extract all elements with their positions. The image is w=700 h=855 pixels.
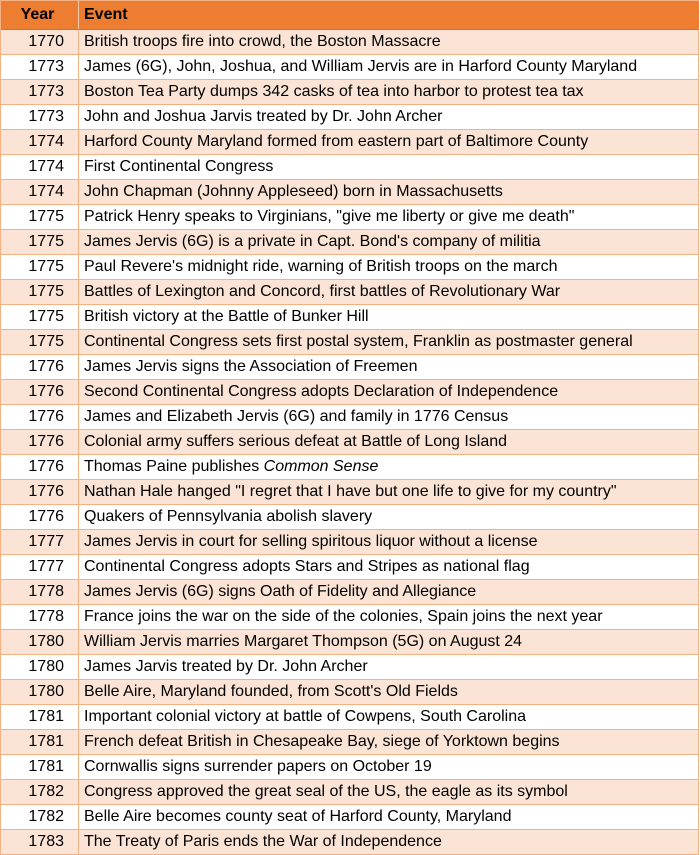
year-cell[interactable]: 1775 — [1, 205, 79, 229]
year-cell[interactable]: 1776 — [1, 380, 79, 404]
year-cell[interactable]: 1783 — [1, 830, 79, 854]
year-cell[interactable]: 1774 — [1, 155, 79, 179]
event-cell[interactable]: British victory at the Battle of Bunker Hill — [79, 305, 699, 329]
year-cell[interactable]: 1781 — [1, 730, 79, 754]
event-cell[interactable]: Nathan Hale hanged "I regret that I have but one life to give for my country" — [79, 480, 699, 504]
table-row — [1, 230, 699, 255]
table-row — [1, 755, 699, 780]
event-cell[interactable]: First Continental Congress — [79, 155, 699, 179]
event-cell[interactable]: Colonial army suffers serious defeat at Battle of Long Island — [79, 430, 699, 454]
event-cell[interactable]: James (6G), John, Joshua, and William Jervis are in Harford County Maryland — [79, 55, 699, 79]
year-cell[interactable]: 1778 — [1, 580, 79, 604]
event-cell[interactable]: The Treaty of Paris ends the War of Independence — [79, 830, 699, 854]
column-header-year[interactable]: Year — [1, 1, 79, 29]
table-row — [1, 830, 699, 855]
year-cell[interactable]: 1776 — [1, 455, 79, 479]
table-row — [1, 280, 699, 305]
event-cell[interactable]: Second Continental Congress adopts Declaration of Independence — [79, 380, 699, 404]
column-header-event[interactable]: Event — [84, 6, 128, 23]
table-row — [1, 355, 699, 380]
table-row — [1, 680, 699, 705]
year-cell[interactable]: 1780 — [1, 680, 79, 704]
event-cell[interactable]: French defeat British in Chesapeake Bay, siege of Yorktown begins — [79, 730, 699, 754]
event-cell[interactable]: William Jervis marries Margaret Thompson (5G) on August 24 — [79, 630, 699, 654]
event-cell[interactable] — [79, 455, 699, 479]
table-row — [1, 780, 699, 805]
event-cell[interactable]: Patrick Henry speaks to Virginians, "give me liberty or give me death" — [79, 205, 699, 229]
event-cell[interactable]: Cornwallis signs surrender papers on October 19 — [79, 755, 699, 779]
year-cell[interactable]: 1770 — [1, 30, 79, 54]
table-row — [1, 55, 699, 80]
year-cell[interactable]: 1775 — [1, 280, 79, 304]
table-row — [1, 305, 699, 330]
year-cell[interactable]: 1781 — [1, 705, 79, 729]
year-cell[interactable]: 1782 — [1, 780, 79, 804]
table-row — [1, 430, 699, 455]
event-cell[interactable]: Battles of Lexington and Concord, first battles of Revolutionary War — [79, 280, 699, 304]
table-header-row — [1, 1, 699, 30]
event-cell[interactable]: British troops fire into crowd, the Boston Massacre — [79, 30, 699, 54]
year-cell[interactable]: 1775 — [1, 330, 79, 354]
table-row — [1, 605, 699, 630]
year-cell[interactable]: 1776 — [1, 405, 79, 429]
year-cell[interactable]: 1777 — [1, 530, 79, 554]
table-row — [1, 455, 699, 480]
year-cell[interactable]: 1774 — [1, 180, 79, 204]
year-cell[interactable]: 1774 — [1, 130, 79, 154]
table-row — [1, 530, 699, 555]
table-row — [1, 805, 699, 830]
year-cell[interactable]: 1776 — [1, 355, 79, 379]
table-row — [1, 255, 699, 280]
table-row — [1, 655, 699, 680]
year-cell[interactable]: 1775 — [1, 305, 79, 329]
event-cell[interactable]: Congress approved the great seal of the US, the eagle as its symbol — [79, 780, 699, 804]
table-row — [1, 180, 699, 205]
year-cell[interactable]: 1778 — [1, 605, 79, 629]
year-cell[interactable]: 1775 — [1, 230, 79, 254]
table-row — [1, 380, 699, 405]
event-cell[interactable]: France joins the war on the side of the colonies, Spain joins the next year — [79, 605, 699, 629]
year-cell[interactable]: 1775 — [1, 255, 79, 279]
table-row — [1, 130, 699, 155]
event-cell[interactable]: James Jervis (6G) is a private in Capt. Bond's company of militia — [79, 230, 699, 254]
event-cell[interactable]: Paul Revere's midnight ride, warning of British troops on the march — [79, 255, 699, 279]
year-cell[interactable]: 1776 — [1, 480, 79, 504]
event-text: Thomas Paine publishes — [84, 458, 264, 475]
table-row — [1, 730, 699, 755]
table-body — [1, 30, 699, 855]
year-cell[interactable]: 1781 — [1, 755, 79, 779]
event-cell[interactable]: Continental Congress sets first postal system, Franklin as postmaster general — [79, 330, 699, 354]
table-row — [1, 405, 699, 430]
table-row — [1, 80, 699, 105]
event-cell[interactable]: Belle Aire becomes county seat of Harford County, Maryland — [79, 805, 699, 829]
event-cell[interactable]: James Jarvis treated by Dr. John Archer — [79, 655, 699, 679]
table-row — [1, 555, 699, 580]
table-row — [1, 30, 699, 55]
event-cell[interactable]: James Jervis (6G) signs Oath of Fidelity and Allegiance — [79, 580, 699, 604]
table-row — [1, 205, 699, 230]
table-row — [1, 105, 699, 130]
table-row — [1, 580, 699, 605]
table-row — [1, 155, 699, 180]
year-cell[interactable]: 1780 — [1, 655, 79, 679]
event-cell[interactable]: Belle Aire, Maryland founded, from Scott's Old Fields — [79, 680, 699, 704]
year-cell[interactable]: 1776 — [1, 505, 79, 529]
event-cell[interactable]: Continental Congress adopts Stars and Stripes as national flag — [79, 555, 699, 579]
book-title: Common Sense — [263, 458, 379, 475]
year-cell[interactable]: 1773 — [1, 80, 79, 104]
event-cell[interactable]: Harford County Maryland formed from eastern part of Baltimore County — [79, 130, 699, 154]
event-cell[interactable]: Important colonial victory at battle of Cowpens, South Carolina — [79, 705, 699, 729]
year-cell[interactable]: 1782 — [1, 805, 79, 829]
event-cell[interactable]: James and Elizabeth Jervis (6G) and family in 1776 Census — [79, 405, 699, 429]
event-cell[interactable]: John and Joshua Jarvis treated by Dr. John Archer — [79, 105, 699, 129]
year-cell[interactable]: 1773 — [1, 55, 79, 79]
year-cell[interactable]: 1780 — [1, 630, 79, 654]
event-cell[interactable]: Quakers of Pennsylvania abolish slavery — [79, 505, 699, 529]
year-cell[interactable]: 1777 — [1, 555, 79, 579]
year-cell[interactable]: 1773 — [1, 105, 79, 129]
event-cell[interactable]: James Jervis in court for selling spiritous liquor without a license — [79, 530, 699, 554]
table-row — [1, 705, 699, 730]
year-cell[interactable]: 1776 — [1, 430, 79, 454]
table-row — [1, 330, 699, 355]
table-row — [1, 480, 699, 505]
event-cell[interactable]: Boston Tea Party dumps 342 casks of tea into harbor to protest tea tax — [79, 80, 699, 104]
event-cell[interactable]: James Jervis signs the Association of Freemen — [79, 355, 699, 379]
table-row — [1, 630, 699, 655]
event-cell[interactable]: John Chapman (Johnny Appleseed) born in Massachusetts — [79, 180, 699, 204]
table-row — [1, 505, 699, 530]
